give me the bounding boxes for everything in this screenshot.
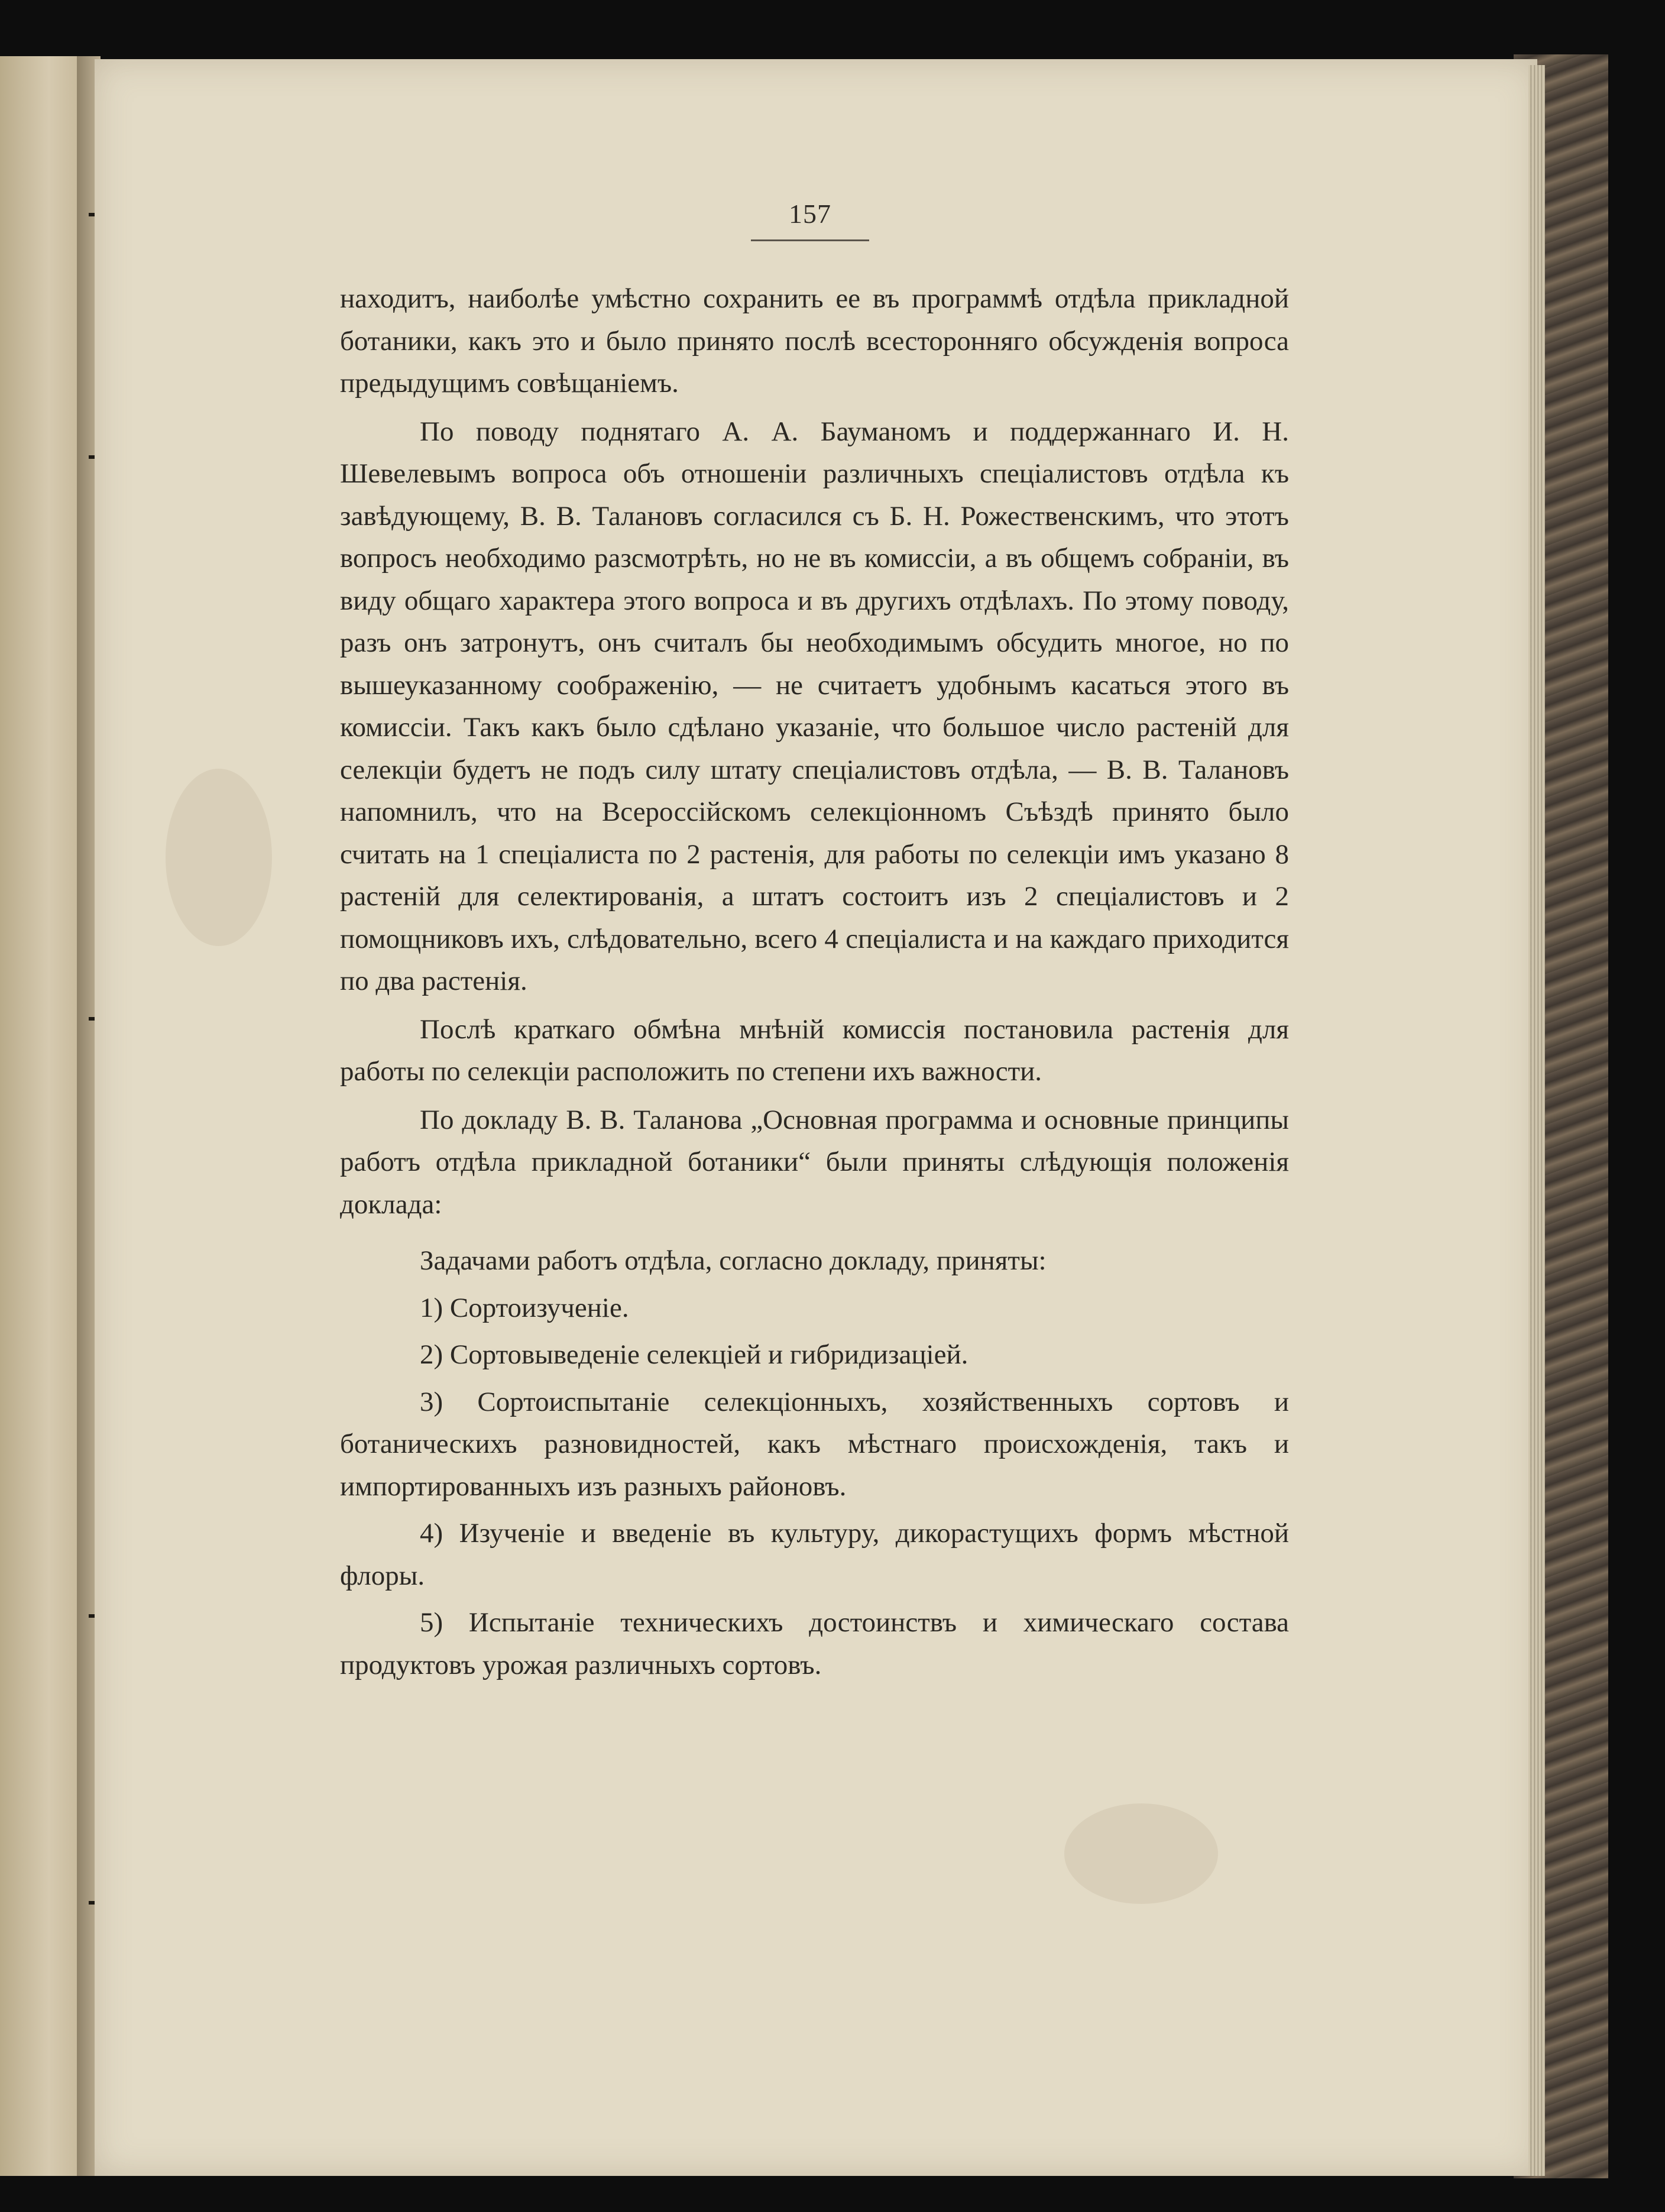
page-text <box>340 278 1289 1686</box>
paper-stain <box>1064 1803 1218 1904</box>
task-item: 3) Сортоиспытаніе селекціонныхъ, хозяйственныхъ сортовъ и ботаническихъ разновидностей, какъ мѣстнаго происхожденія, такъ и импортированныхъ изъ разныхъ районовъ. <box>340 1386 1289 1502</box>
page-number: 157 <box>789 199 831 229</box>
task-item: 4) Изученіе и введеніе въ культуру, дикорастущихъ формъ мѣстной флоры. <box>340 1518 1289 1591</box>
paragraph: По докладу В. В. Таланова „Основная программа и основные принципы работъ отдѣла прикладной ботаники“ были приняты слѣдующія положенія доклада: <box>340 1104 1289 1220</box>
task-item: 5) Испытаніе техническихъ достоинствъ и химическаго состава продуктовъ урожая различныхъ сортовъ. <box>340 1607 1289 1680</box>
paper-stain <box>166 769 272 946</box>
page-number-rule <box>751 239 869 241</box>
task-item: 1) Сортоизученіе. <box>420 1292 629 1323</box>
paragraph: находитъ, наиболѣе умѣстно сохранить ее въ программѣ отдѣла прикладной ботаники, какъ это и было принято послѣ всесторонняго обсужденія вопроса предыдущимъ совѣщаніемъ. <box>340 283 1289 399</box>
tasks-intro: Задачами работъ отдѣла, согласно докладу, приняты: <box>420 1245 1047 1276</box>
paragraph: По поводу поднятаго А. А. Бауманомъ и поддержаннаго И. Н. Шевелевымъ вопроса объ отношеніи различныхъ спеціалистовъ отдѣла къ завѣдующему, В. В. Талановъ согласился съ Б. Н. Рожественскимъ, что этотъ вопросъ необходимо разсмотрѣть, но не въ комиссіи, а въ общемъ собраніи, въ виду общаго характера этого вопроса и въ другихъ отдѣлахъ. По этому поводу, разъ онъ затронутъ, онъ считалъ бы необходимымъ обсудить многое, но по вышеуказанному соображенію, — не считаетъ удобнымъ касаться этого въ комиссіи. Такъ какъ было сдѣлано указаніе, что большое число растеній для селекціи будетъ не подъ силу штату спеціалистовъ отдѣла, — В. В. Талановъ напомнилъ, что на Всероссійскомъ селекціонномъ Съѣздѣ принято было считать на 1 спеціалиста по 2 растенія, для работы по селекціи имъ указано 8 растеній для селектированія, а штатъ состоитъ изъ 2 спеціалистовъ и 2 помощниковъ ихъ, слѣдовательно, всего 4 спеціалиста и на каждаго приходится по два растенія. <box>340 416 1289 996</box>
task-item: 2) Сортовыведеніе селекціей и гибридизаціей. <box>420 1339 968 1370</box>
page-edge-stack <box>1528 65 1545 2176</box>
left-page-edge <box>0 56 89 2176</box>
paragraph: Послѣ краткаго обмѣна мнѣній комиссія постановила растенія для работы по селекціи расположить по степени ихъ важности. <box>340 1013 1289 1087</box>
